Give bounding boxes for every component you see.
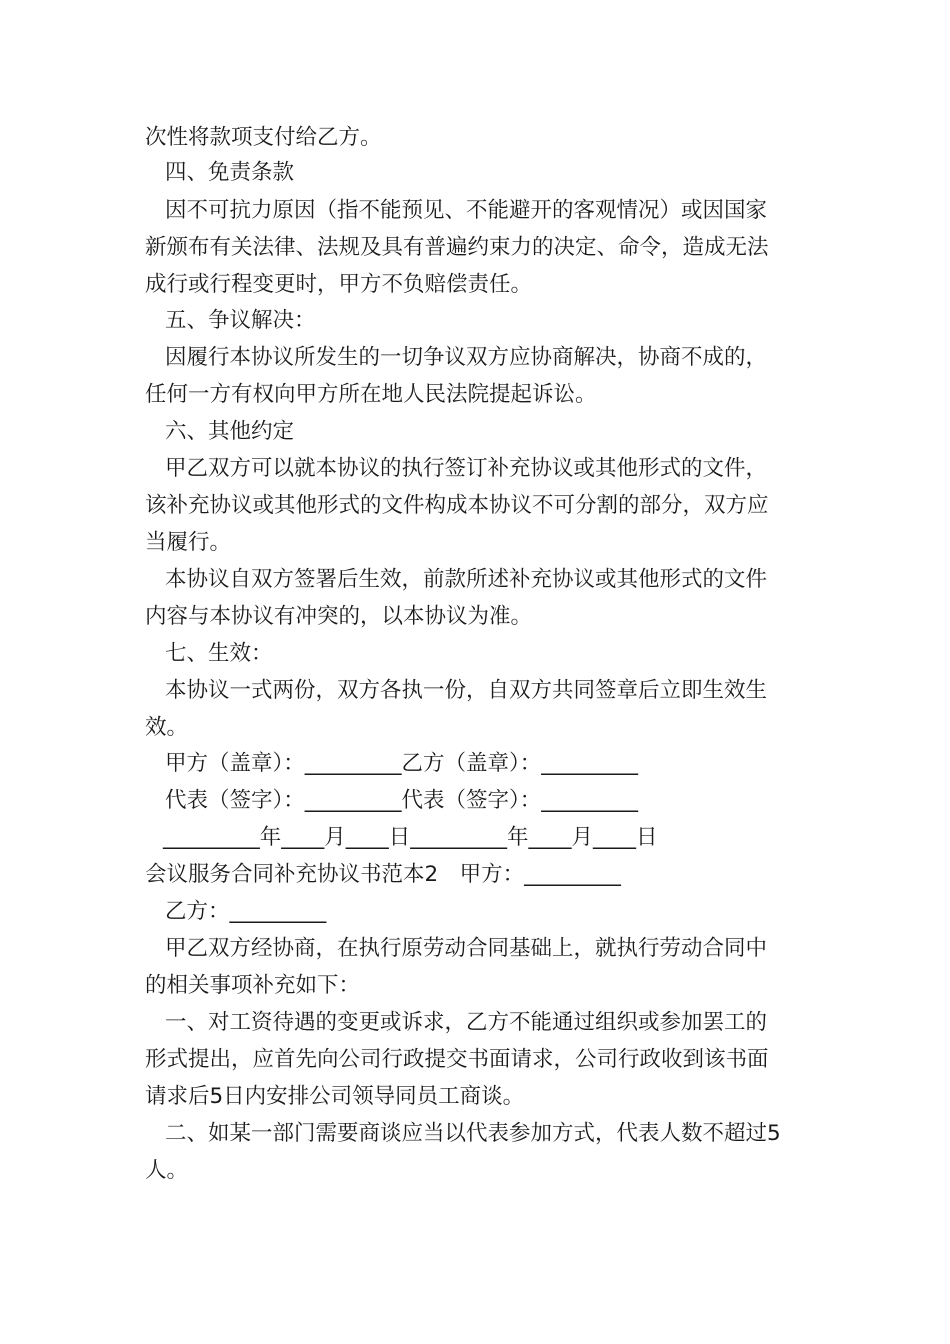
text-line: 甲乙双方可以就本协议的执行签订补充协议或其他形式的文件， [165, 456, 768, 481]
text-line: 内容与本协议有冲突的，以本协议为准。 [145, 604, 533, 629]
text-line: 形式提出，应首先向公司行政提交书面请求，公司行政收到该书面 [145, 1047, 769, 1072]
signature-line: 甲方（盖章）：_________乙方（盖章）：_________ [165, 751, 639, 776]
text-line: 一、对工资待遇的变更或诉求，乙方不能通过组织或参加罢工的 [165, 1010, 768, 1035]
section-heading: 七、生效： [165, 641, 273, 666]
text-line: 成行或行程变更时，甲方不负赔偿责任。 [145, 272, 533, 297]
text-line: 任何一方有权向甲方所在地人民法院提起诉讼。 [145, 382, 597, 407]
text-line: 人。 [145, 1158, 189, 1183]
text-line: 效。 [145, 715, 189, 740]
section-heading: 五、争议解决： [165, 308, 316, 333]
signature-line: 代表（签字）：_________代表（签字）：_________ [165, 788, 639, 813]
text-line: 因不可抗力原因（指不能预见、不能避开的客观情况）或因国家 [165, 198, 768, 223]
text-line: 因履行本协议所发生的一切争议双方应协商解决，协商不成的， [165, 345, 768, 370]
text-line: 本协议自双方签署后生效，前款所述补充协议或其他形式的文件 [165, 567, 768, 592]
party-line: 乙方：_________ [165, 899, 327, 924]
text-line: 当履行。 [145, 530, 232, 555]
document-title-line: 会议服务合同补充协议书范本2 甲方：_________ [145, 862, 621, 887]
text-line: 本协议一式两份，双方各执一份，自双方共同签章后立即生效生 [165, 678, 768, 703]
date-line: _________年____月____日_________年____月____日 [163, 825, 658, 850]
text-line: 新颁布有关法律、法规及具有普遍约束力的决定、命令，造成无法 [145, 235, 769, 260]
section-heading: 四、免责条款 [165, 160, 295, 185]
text-line: 该补充协议或其他形式的文件构成本协议不可分割的部分，双方应 [145, 493, 769, 518]
text-line: 二、如某一部门需要商谈应当以代表参加方式，代表人数不超过5 [165, 1121, 781, 1146]
text-line: 甲乙双方经协商，在执行原劳动合同基础上，就执行劳动合同中 [165, 936, 768, 961]
text-line: 请求后5日内安排公司领导同员工商谈。 [145, 1084, 525, 1109]
text-line: 次性将款项支付给乙方。 [145, 125, 382, 150]
section-heading: 六、其他约定 [165, 419, 295, 444]
text-line: 的相关事项补充如下： [145, 973, 361, 998]
